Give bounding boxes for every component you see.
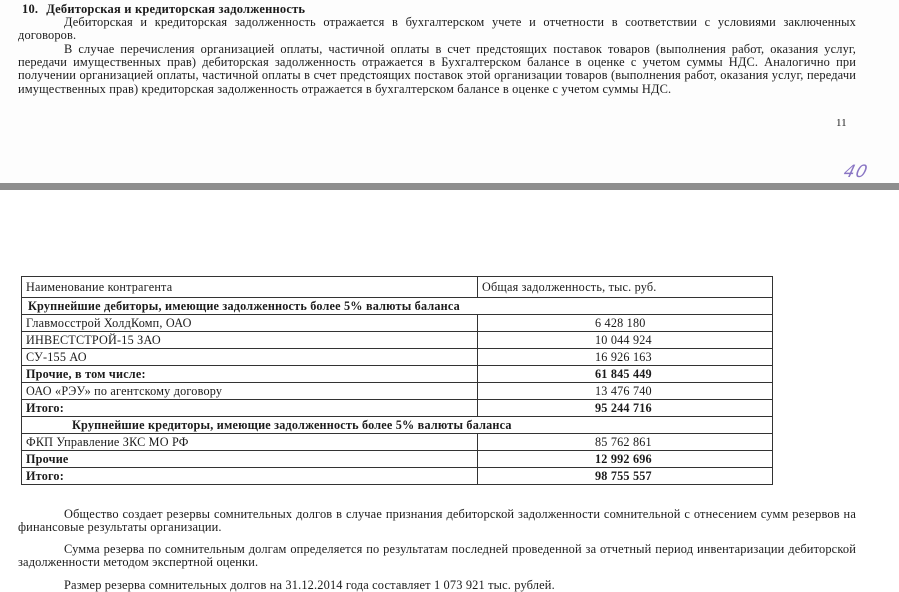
table-row (22, 315, 773, 332)
reserve-paragraph-2 (18, 543, 856, 568)
section-paragraph-2 (18, 43, 856, 96)
debtors-total-label: Итого: (22, 400, 478, 417)
debtors-other-amount: 61 845 449 (478, 366, 773, 383)
creditors-other-amount: 12 992 696 (478, 451, 773, 468)
debtor-amount: 16 926 163 (478, 349, 773, 366)
document-page-top (0, 0, 899, 183)
header-total: Общая задолженность, тыс. руб. (478, 277, 773, 298)
reserve-paragraph-3 (18, 579, 856, 592)
page-divider (0, 183, 899, 190)
reserve-paragraph-1 (18, 508, 856, 533)
table-row (22, 332, 773, 349)
table-header-row (22, 277, 773, 298)
creditors-total-amount: 98 755 557 (478, 468, 773, 485)
debtors-total-row (22, 400, 773, 417)
creditors-other-row (22, 451, 773, 468)
debtor-amount: 10 044 924 (478, 332, 773, 349)
debtor-amount: 6 428 180 (478, 315, 773, 332)
debtors-total-amount: 95 244 716 (478, 400, 773, 417)
reserve-paragraph-1-text: Общество создает резервы сомнительных долгов в случае признания дебиторской задолженности сомнительной с отнесением сумм резервов на финансовые результаты организации. (18, 507, 856, 534)
reserve-paragraph-3-text: Размер резерва сомнительных долгов на 31.12.2014 года составляет 1 073 921 тыс. рублей. (64, 578, 555, 592)
debtors-section-row (22, 298, 773, 315)
section-title: Дебиторская и кредиторская задолженность (46, 2, 306, 16)
rzu-name: ОАО «РЭУ» по агентскому договору (22, 383, 478, 400)
creditor-amount: 85 762 861 (478, 434, 773, 451)
table-row (22, 349, 773, 366)
debtors-other-row (22, 366, 773, 383)
creditors-total-row (22, 468, 773, 485)
creditor-name: ФКП Управление ЗКС МО РФ (22, 434, 478, 451)
header-counterparty: Наименование контрагента (22, 277, 478, 298)
section-number: 10. (22, 2, 39, 16)
debtors-other-label: Прочие, в том числе: (22, 366, 478, 383)
section-paragraph-1 (18, 16, 856, 42)
section-paragraph-1-text: Дебиторская и кредиторская задолженность отражается в бухгалтерском учете и отчетности в соответствии с условиями заключенных договоров. (18, 15, 856, 43)
table-row (22, 434, 773, 451)
debtor-name: СУ-155 АО (22, 349, 478, 366)
creditors-section-row (22, 417, 773, 434)
debtor-name: ИНВЕСТСТРОЙ-15 ЗАО (22, 332, 478, 349)
creditors-heading: Крупнейшие кредиторы, имеющие задолженность более 5% валюты баланса (22, 417, 773, 434)
reserve-paragraph-2-text: Сумма резерва по сомнительным долгам определяется по результатам последней проведенной за отчетный период инвентаризации дебиторской задолженности методом экспертной оценки. (18, 542, 856, 569)
debtor-name: Главмосстрой ХолдКомп, ОАО (22, 315, 478, 332)
handwritten-page-number: 40 (841, 162, 871, 182)
section-paragraph-2-text: В случае перечисления организацией оплаты, частичной оплаты в счет предстоящих поставок товаров (выполнения работ, оказания услуг, передачи имущественных прав) дебиторская задолженность отражается в Бухгалтерском балансе в оценке с учетом суммы НДС. Аналогично при получении организацией оплаты, частичной оплаты в счет предстоящих поставок этой организации товаров (выполнения работ, оказания услуг, передачи имущественных прав) кредиторская задолженность отражается в бухгалтерском балансе в оценке с учетом суммы НДС. (18, 42, 856, 96)
rzu-amount: 13 476 740 (478, 383, 773, 400)
creditors-other-label: Прочие (22, 451, 478, 468)
page-number: 11 (836, 117, 847, 129)
creditors-total-label: Итого: (22, 468, 478, 485)
debts-table (21, 276, 773, 485)
debtors-heading: Крупнейшие дебиторы, имеющие задолженность более 5% валюты баланса (22, 298, 773, 315)
table-row (22, 383, 773, 400)
